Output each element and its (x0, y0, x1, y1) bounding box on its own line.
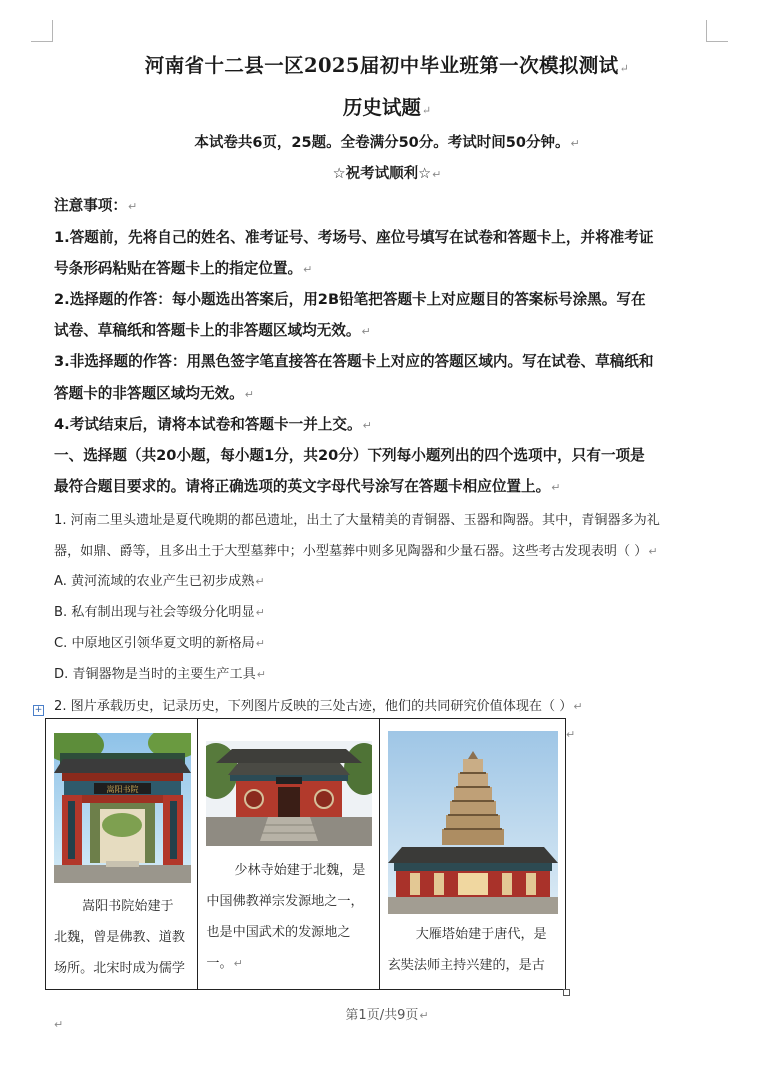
page-footer: 第1页/共9页↵ (345, 1008, 429, 1023)
table-row-end-mark: ↵ (566, 728, 576, 741)
page-corner-top-right (706, 20, 728, 42)
question-2-stem: 2. 图片承载历史，记录历史，下列图片反映的三处古迹，他们的共同研究价值体现在（ ）↵ (54, 699, 583, 714)
question-1-option-c: C. 中原地区引领华夏文明的新格局↵ (54, 636, 265, 651)
shaolin-temple-photo (206, 741, 372, 846)
exam-title: 河南省十二县一区2025届初中毕业班第一次模拟测试↵ (144, 54, 630, 77)
section-instructions: 最符合题目要求的。请将正确选项的英文字母代号涂写在答题卡相应位置上。↵ (54, 478, 561, 495)
note-line: 4.考试结束后，请将本试卷和答题卡一并上交。↵ (54, 416, 372, 433)
songyang-caption: 嵩阳书院始建于 北魏，曾是佛教、道教 场所。北宋时成为儒学 (54, 899, 185, 976)
note-line: 答题卡的非答题区域均无效。↵ (54, 385, 254, 402)
songyang-plaque-text: 嵩阳书院 (106, 785, 139, 794)
notes-heading: 注意事项：↵ (54, 197, 138, 214)
table-resize-handle[interactable] (563, 989, 570, 996)
exam-subject: 历史试题↵ (342, 96, 432, 119)
note-line: 试卷、草稿纸和答题卡上的非答题区域均无效。↵ (54, 322, 371, 339)
shaolin-caption: 少林寺始建于北魏，是 中国佛教禅宗发源地之一， 也是中国武术的发源地之 一。↵ (206, 863, 366, 971)
question-1-option-b: B. 私有制出现与社会等级分化明显↵ (54, 605, 265, 620)
table-move-handle-icon[interactable]: + (34, 705, 43, 715)
big-wild-goose-pagoda-photo (388, 731, 558, 914)
photo-cell-dayan (380, 719, 565, 989)
exam-wish: ☆祝考试顺利☆↵ (332, 166, 442, 182)
photo-cell-songyang (46, 719, 198, 989)
question-1-option-a: A. 黄河流域的农业产生已初步成熟↵ (54, 574, 265, 589)
page-corner-top-left (31, 20, 53, 42)
question-1-stem: 器，如鼎、爵等，且多出土于大型墓葬中；小型墓葬中则多见陶器和少量石器。这些考古发现表明（ ）↵ (54, 544, 658, 559)
section-instructions: 一、选择题（共20小题，每小题1分，共20分）下列每小题列出的四个选项中，只有一项是 (54, 447, 645, 464)
note-line: 号条形码粘贴在答题卡上的指定位置。↵ (54, 260, 313, 277)
exam-info: 本试卷共6页，25题。全卷满分50分。考试时间50分钟。↵ (194, 135, 580, 151)
question-1-stem: 1. 河南二里头遗址是夏代晚期的都邑遗址，出土了大量精美的青铜器、玉器和陶器。其中，青铜器多为礼 (54, 513, 660, 528)
dayan-caption: 大雁塔始建于唐代，是 玄奘法师主持兴建的，是古 (387, 927, 547, 973)
note-line: 1.答题前，先将自己的姓名、准考证号、考场号、座位号填写在试卷和答题卡上，并将准考证 (54, 229, 654, 246)
paragraph-end-mark: ↵ (54, 1018, 64, 1031)
question-1-option-d: D. 青铜器物是当时的主要生产工具↵ (54, 667, 266, 682)
note-line: 3.非选择题的作答：用黑色签字笔直接答在答题卡上对应的答题区域内。写在试卷、草稿纸和 (54, 353, 654, 370)
songyang-academy-photo (54, 733, 191, 883)
note-line: 2.选择题的作答：每小题选出答案后，用2B铅笔把答题卡上对应题目的答案标号涂黑。写在 (54, 291, 646, 308)
photo-cell-shaolin (198, 719, 379, 989)
photo-table (45, 718, 566, 990)
